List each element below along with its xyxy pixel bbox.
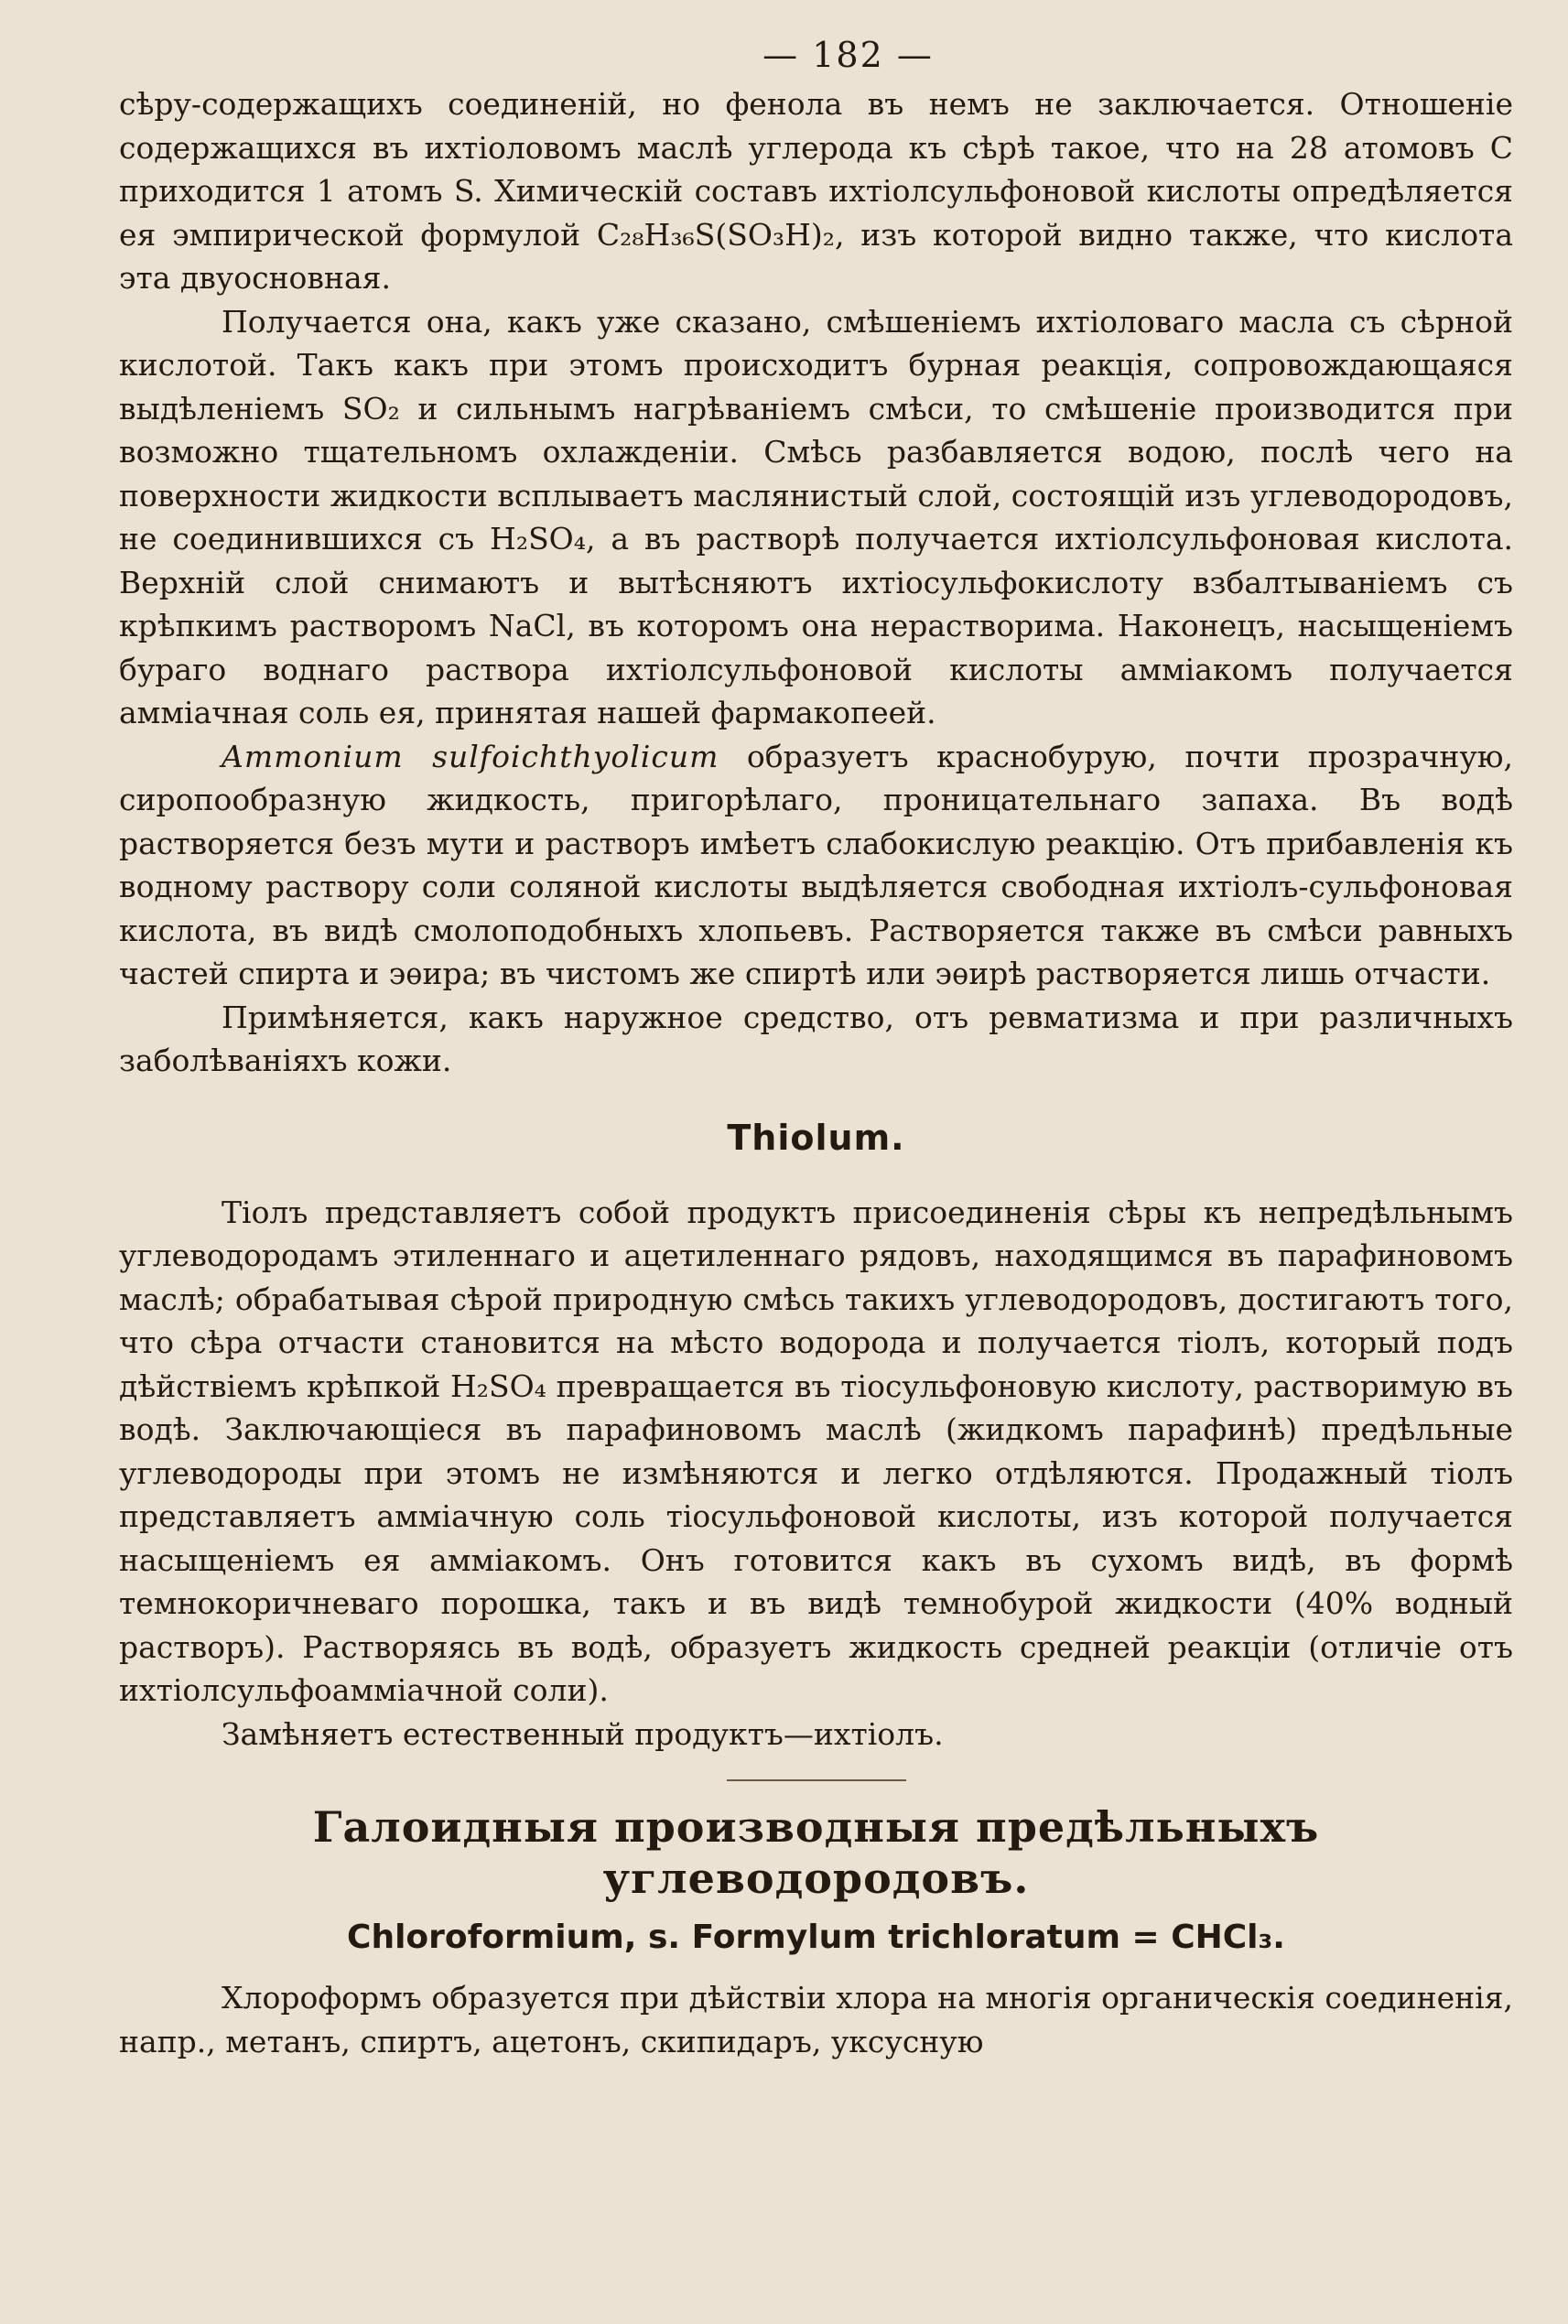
- chapter-heading-halogen-derivatives: Галоидныя производныя предѣльныхъ углеводородовъ.: [312, 1802, 1320, 1903]
- paragraph-ichthyol-preparation: Получается она, какъ уже сказано, смѣшеніемъ ихтіоловаго масла съ сѣрной кислотой. Такъ какъ при этомъ происходитъ бурная реакція, сопровождающаяся выдѣленіемъ SO₂ и сильнымъ нагрѣваніемъ смѣси, то смѣшеніе производится при возможно тщательномъ охлажденіи. Смѣсь разбавляется водою, послѣ чего на поверхности жидкости всплываетъ маслянистый слой, состоящій изъ углеводородовъ, не соединившихся съ H₂SO₄, а въ растворѣ получается ихтіолсульфоновая кислота. Верхній слой снимаютъ и вытѣсняютъ ихтіосульфокислоту взбалтываніемъ съ крѣпкимъ растворомъ NaCl, въ которомъ она нерастворима. Наконецъ, насыщеніемъ бураго воднаго раствора ихтіолсульфоновой кислоты амміакомъ получается амміачная соль ея, принятая нашей фармакопеей.: [119, 303, 1513, 730]
- section-heading-thiolum: Thiolum.: [727, 1117, 905, 1158]
- paragraph-thiolum: Тіолъ представляетъ собой продуктъ присоединенія сѣры къ непредѣльнымъ углеводородамъ этиленнаго и ацетиленнаго рядовъ, находящимся въ парафиновомъ маслѣ; обрабатывая сѣрой природную смѣсь такихъ углеводородовъ, достигаютъ того, что сѣра отчасти становится на мѣсто водорода и получается тіолъ, который подъ дѣйствіемъ крѣпкой H₂SO₄ превращается въ тіосульфоновую кислоту, растворимую въ водѣ. Заключающіеся въ парафиновомъ маслѣ (жидкомъ парафинѣ) предѣльные углеводороды при этомъ не измѣняются и легко отдѣляются. Продажный тіолъ представляетъ амміачную соль тіосульфоновой кислоты, изъ которой получается насыщеніемъ ея амміакомъ. Онъ готовится какъ въ сухомъ видѣ, въ формѣ темнокоричневаго порошка, такъ и въ видѣ темнобурой жидкости (40% водный растворъ). Растворяясь въ водѣ, образуетъ жидкость средней реакціи (отличіе отъ ихтіолсульфоамміачной соли).: [119, 1194, 1513, 1708]
- latin-term-ammonium: Ammonium sulfoichthyolicum: [222, 738, 719, 774]
- subsection-heading-chloroformium: Chloroformium, s. Formylum trichloratum = CHCl₃.: [347, 1919, 1285, 1956]
- paragraph-application: Примѣняется, какъ наружное средство, отъ ревматизма и при различныхъ заболѣваніяхъ кожи.: [119, 999, 1513, 1078]
- paragraph-ichthyol-composition: сѣру-содержащихъ соединеній, но фенола въ немъ не заключается. Отношеніе содержащихся въ ихтіоловомъ маслѣ углерода къ сѣрѣ такое, что на 28 атомовъ C приходится 1 атомъ S. Химическій составъ ихтіолсульфоновой кислоты опредѣляется ея эмпирической формулой C₂₈H₃₆S(SO₃H)₂, изъ которой видно также, что кислота эта двуосновная.: [119, 86, 1513, 296]
- paragraph-ammonium-properties: [119, 735, 1513, 996]
- page-number: — 182 —: [762, 35, 934, 75]
- paragraph-thiolum-replacement: Замѣняетъ естественный продуктъ—ихтіолъ.: [222, 1715, 944, 1752]
- paragraph-chloroform: Хлороформъ образуется при дѣйствіи хлора на многія органическія соединенія, напр., метанъ, спиртъ, ацетонъ, скипидаръ, уксусную: [119, 1980, 1513, 2059]
- section-divider: [727, 1779, 906, 1781]
- ammonium-description: образуетъ краснобурую, почти прозрачную, сиропообразную жидкость, пригорѣлаго, проницательнаго запаха. Въ водѣ растворяется безъ мути и растворъ имѣетъ слабокислую реакцію. Отъ прибавленія къ водному раствору соли соляной кислоты выдѣляется свободная ихтіолъ-сульфоновая кислота, въ видѣ смолоподобныхъ хлопьевъ. Растворяется также въ смѣси равныхъ частей спирта и эѳира; въ чистомъ же спиртѣ или эѳирѣ растворяется лишь отчасти.: [119, 738, 1513, 991]
